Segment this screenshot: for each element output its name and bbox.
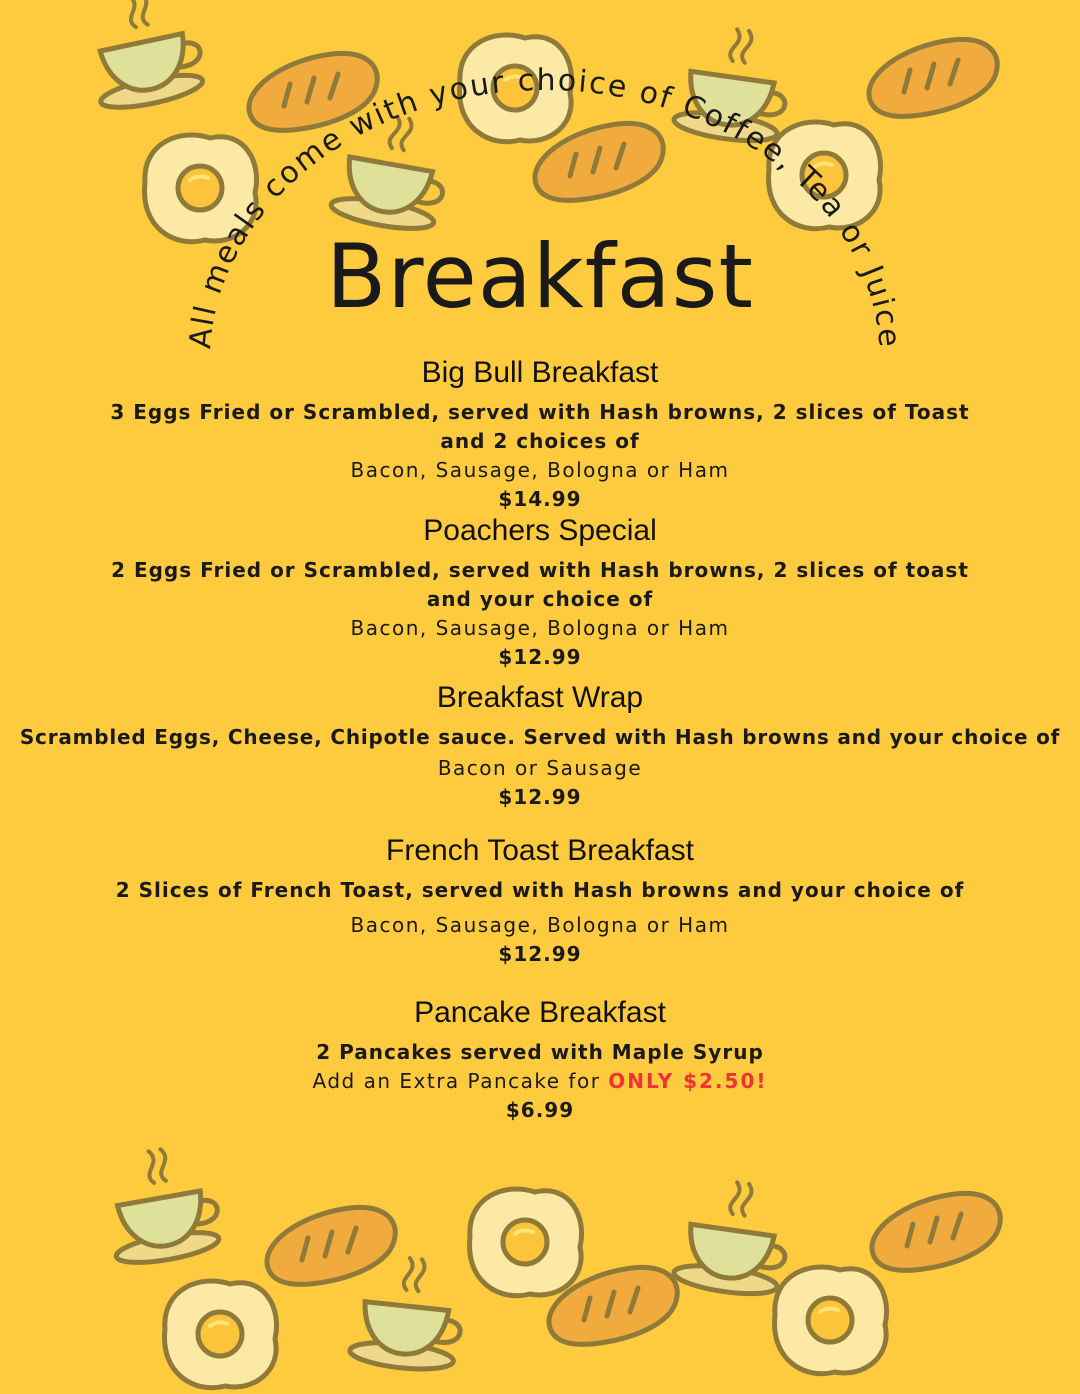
item-choices: Bacon, Sausage, Bologna or Ham	[350, 913, 730, 937]
item-choices: Bacon, Sausage, Bologna or Ham	[350, 616, 730, 640]
item-price: $6.99	[505, 1098, 575, 1122]
item-choices: Bacon, Sausage, Bologna or Ham	[350, 458, 730, 482]
fried-egg-icon	[470, 1189, 582, 1296]
item-name: French Toast Breakfast	[386, 834, 694, 867]
item-name: Pancake Breakfast	[414, 996, 666, 1029]
baguette-icon	[267, 1207, 395, 1284]
item-price: $12.99	[498, 942, 582, 966]
item-choices: Add an Extra Pancake for	[312, 1069, 601, 1093]
item-name: Poachers Special	[423, 514, 657, 547]
arc-banner-text: All meals come with your choice of Coffee, Tea or Juice	[183, 62, 907, 351]
item-name: Breakfast Wrap	[436, 681, 644, 714]
item-description: 2 Slices of French Toast, served with Hash browns and your choice of	[115, 878, 965, 902]
item-name: Big Bull Breakfast	[421, 356, 659, 389]
item-description: Scrambled Eggs, Cheese, Chipotle sauce. Served with Hash browns and your choice of	[19, 725, 1061, 749]
coffee-cup-icon	[99, 1141, 224, 1268]
menu-item	[0, 514, 1080, 672]
menu-item	[0, 681, 1080, 812]
fried-egg-icon	[775, 1267, 887, 1374]
item-choices: Bacon or Sausage	[437, 756, 643, 780]
menu-title: Breakfast	[326, 225, 754, 328]
menu-item	[0, 834, 1080, 969]
item-choices-line	[0, 1067, 1080, 1095]
item-description: 2 Pancakes served with Maple Syrup	[316, 1040, 764, 1064]
item-price: $12.99	[498, 785, 582, 809]
coffee-cup-icon	[672, 1175, 794, 1299]
baguette-icon	[872, 1193, 1000, 1270]
item-price: $14.99	[498, 487, 582, 511]
menu-item	[0, 356, 1080, 514]
menu-item	[0, 996, 1080, 1125]
item-description: 2 Eggs Fried or Scrambled, served with Hash browns, 2 slices of toast and your choice of	[111, 558, 969, 611]
promo-badge: ONLY $2.50!	[608, 1069, 768, 1093]
item-description: 3 Eggs Fried or Scrambled, served with Hash browns, 2 slices of Toast and 2 choices of	[110, 400, 970, 453]
fried-egg-icon	[165, 1281, 277, 1388]
bottom-food-illustrations	[0, 1134, 1080, 1394]
item-price: $12.99	[498, 645, 582, 669]
